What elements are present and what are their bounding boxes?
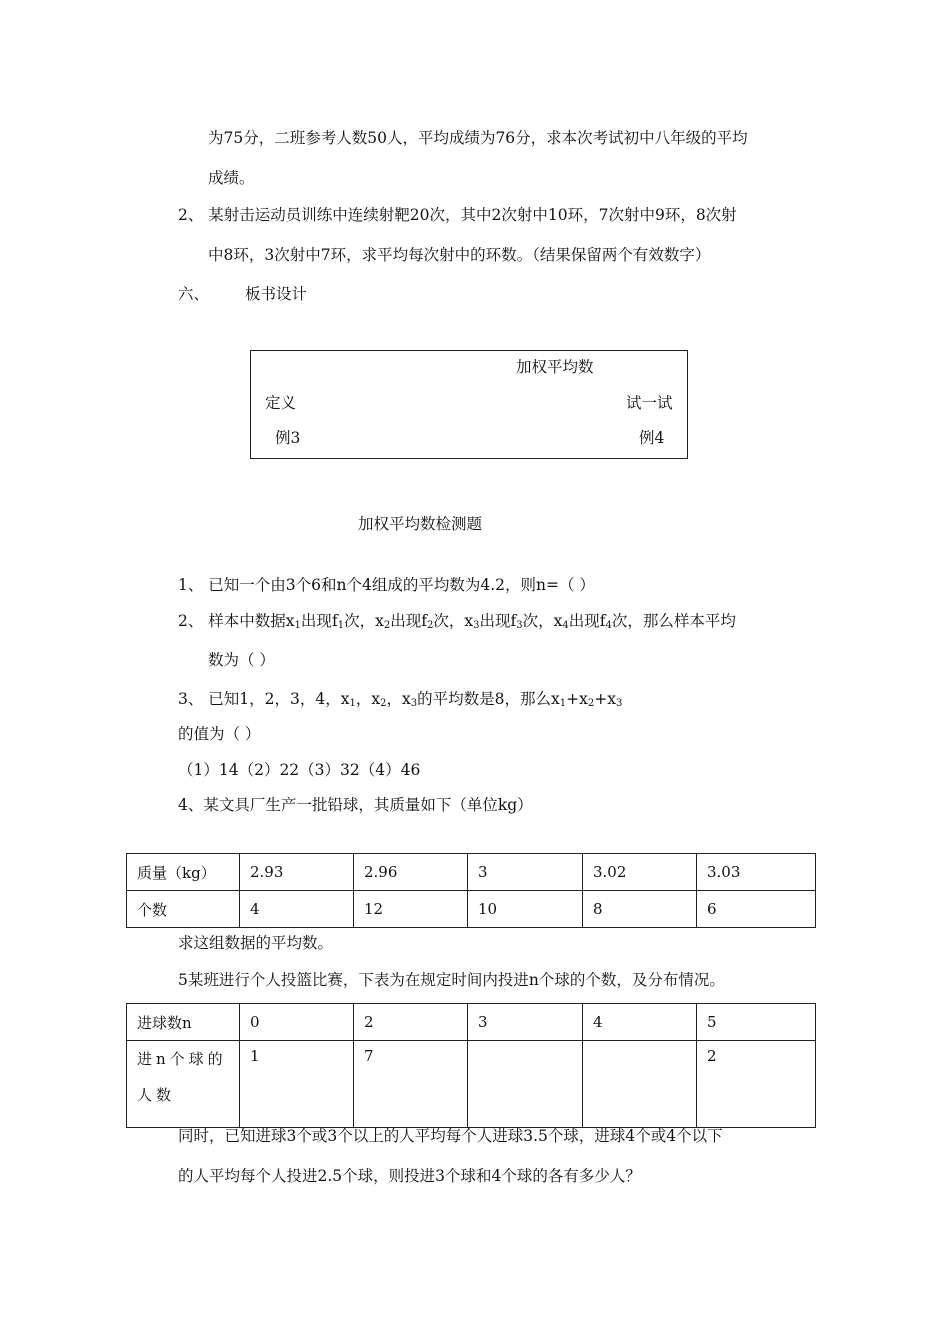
table-row xyxy=(127,891,816,928)
table-cell: 10 xyxy=(468,891,583,928)
quiz-question-5-line-1: 同时，已知进球3个或3个以上的人平均每个人进球3.5个球，进球4个或4个以下 xyxy=(178,1127,723,1145)
section-number: 六、 xyxy=(178,285,210,303)
table-cell: 0 xyxy=(240,1004,354,1041)
table-cell: 个数 xyxy=(127,891,240,928)
board-example-3: 例3 xyxy=(275,429,301,447)
table-cell xyxy=(583,1041,697,1128)
table-cell: 2.93 xyxy=(240,854,354,891)
quiz-question-2-line-1: 2、 样本中数据$x_1$出现$f_1$次，$x_2$出现$f_2$次，$x_3$出现$f_3$次，$x_4$出现$f_4$次，那么样本平均 xyxy=(178,612,736,631)
table-cell: 3.03 xyxy=(697,854,816,891)
table-cell: 2 xyxy=(354,1004,468,1041)
table-cell: 2.96 xyxy=(354,854,468,891)
table-row xyxy=(127,1004,816,1041)
quiz-question-2-line-2: 数为（ ） xyxy=(208,651,275,669)
basketball-table xyxy=(126,1003,816,1128)
paragraph-line: 成绩。 xyxy=(208,169,255,187)
quiz-question-3-options: （1）14（2）22（3）32（4）46 xyxy=(178,761,421,779)
table-cell: 质量（kg） xyxy=(127,854,240,891)
table-row xyxy=(127,1041,816,1128)
quiz-question-5: 5某班进行个人投篮比赛，下表为在规定时间内投进n个球的个数，及分布情况。 xyxy=(178,971,725,989)
table-cell: 4 xyxy=(240,891,354,928)
table-cell: 8 xyxy=(583,891,697,928)
table-cell: 3 xyxy=(468,1004,583,1041)
table-cell: 6 xyxy=(697,891,816,928)
paragraph-line: 为75分，二班参考人数50人，平均成绩为76分，求本次考试初中八年级的平均 xyxy=(208,129,748,147)
quiz-question-3-line-2: 的值为（ ） xyxy=(178,725,261,743)
board-title: 加权平均数 xyxy=(516,358,594,376)
table-cell: 进球数n xyxy=(127,1004,240,1041)
quiz-question-3-line-1: 3、 已知1，2，3，4，$x_1$，$x_2$，$x_3$的平均数是8，那么$x_1+x_2+x_3$ xyxy=(178,690,623,709)
table-cell: 12 xyxy=(354,891,468,928)
board-definition: 定义 xyxy=(265,394,297,412)
table-cell: 1 xyxy=(240,1041,354,1128)
quiz-question-5-line-2: 的人平均每个人投进2.5个球，则投进3个球和4个球的各有多少人？ xyxy=(178,1167,641,1185)
section-title: 板书设计 xyxy=(245,285,308,303)
shot-mass-table xyxy=(126,853,816,928)
table-cell: 3.02 xyxy=(583,854,697,891)
quiz-question-4: 4、某文具厂生产一批铅球，其质量如下（单位kg） xyxy=(178,796,533,814)
quiz-question-4-prompt: 求这组数据的平均数。 xyxy=(178,934,334,952)
quiz-question-1: 1、 已知一个由3个6和n个4组成的平均数为4.2，则n=（ ） xyxy=(178,576,595,594)
table-cell: 3 xyxy=(468,854,583,891)
table-cell xyxy=(468,1041,583,1128)
quiz-title: 加权平均数检测题 xyxy=(358,515,483,533)
board-design-box xyxy=(250,350,688,459)
question-2-line-1: 2、 某射击运动员训练中连续射靶20次，其中2次射中10环，7次射中9环，8次射 xyxy=(178,206,737,224)
table-cell: 4 xyxy=(583,1004,697,1041)
table-row xyxy=(127,854,816,891)
table-cell: 2 xyxy=(697,1041,816,1128)
board-try: 试一试 xyxy=(626,394,673,412)
board-example-4: 例4 xyxy=(639,429,665,447)
table-cell: 5 xyxy=(697,1004,816,1041)
table-cell: 7 xyxy=(354,1041,468,1128)
question-2-line-2: 中8环，3次射中7环，求平均每次射中的环数。（结果保留两个有效数字） xyxy=(208,246,711,264)
table-cell: 进n个球的人数 xyxy=(127,1041,240,1128)
